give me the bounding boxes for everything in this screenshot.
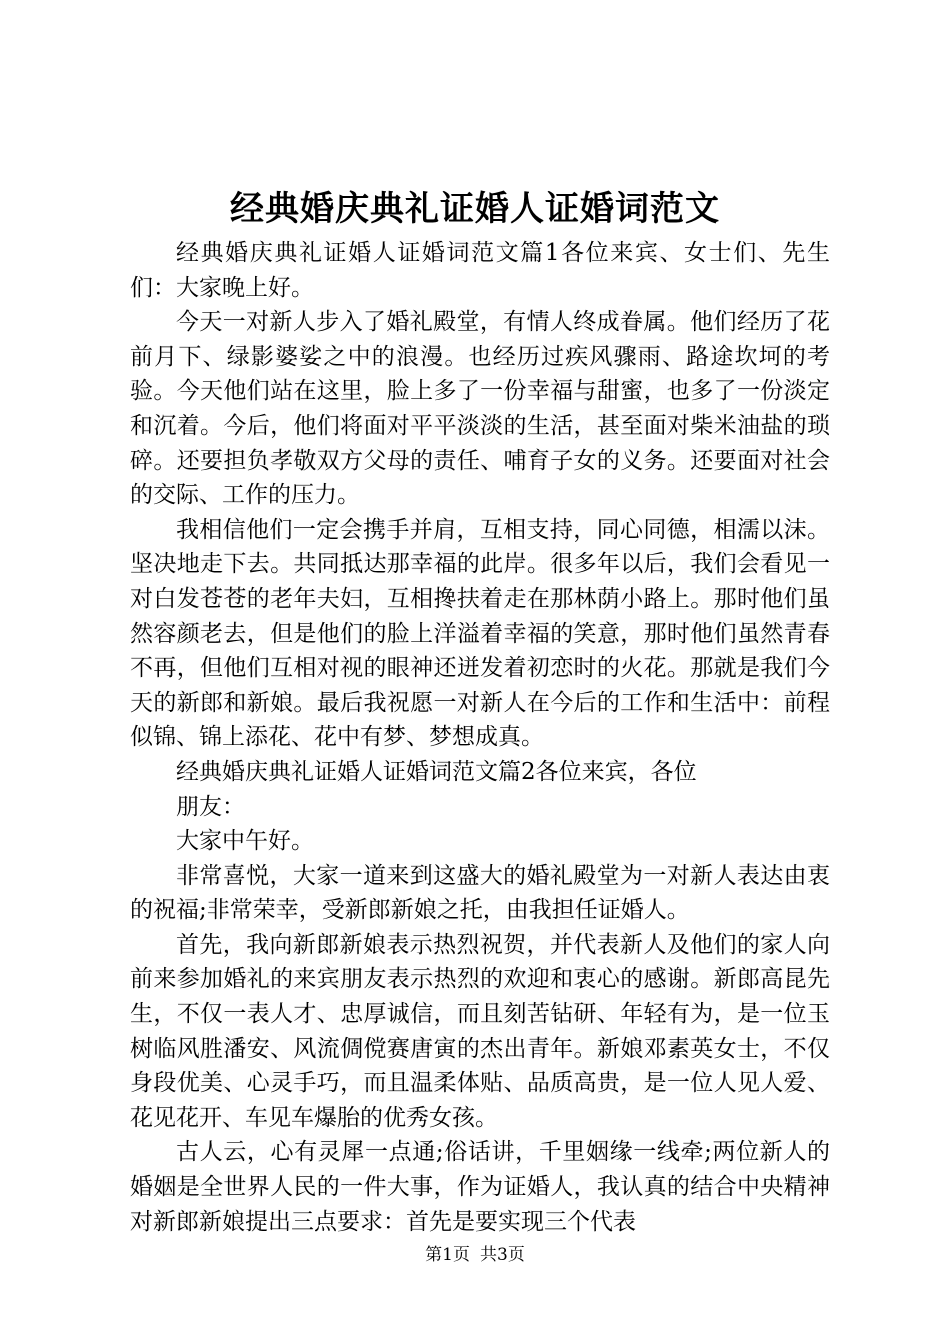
page-total: 共3页 <box>480 1245 525 1265</box>
page-footer <box>0 1244 950 1266</box>
page-number: 第1页 <box>425 1245 470 1265</box>
paragraph: 大家中午好。 <box>176 828 314 855</box>
paragraph: 经典婚庆典礼证婚人证婚词范文篇1各位来宾、女士们、先生们：大家晚上好。 <box>130 240 830 301</box>
paragraph: 首先，我向新郎新娘表示热烈祝贺，并代表新人及他们的家人向前来参加婚礼的来宾朋友表示热烈的欢迎和衷心的感谢。新郎高昆先生，不仅一表人才、忠厚诚信，而且刻苦钻研、年轻有为，是一位玉树临风胜潘安、风流倜傥赛唐寅的杰出青年。新娘邓素英女士，不仅身段优美、心灵手巧，而且温柔体贴、品质高贵，是一位人见人爱、花见花开、车见车爆胎的优秀女孩。 <box>130 931 830 1131</box>
paragraph: 今天一对新人步入了婚礼殿堂，有情人终成眷属。他们经历了花前月下、绿影婆娑之中的浪漫。也经历过疾风骤雨、路途坎坷的考验。今天他们站在这里，脸上多了一份幸福与甜蜜，也多了一份淡定和沉着。今后，他们将面对平平淡淡的生活，甚至面对柴米油盐的琐碎。还要担负孝敬双方父母的责任、哺育子女的义务。还要面对社会的交际、工作的压力。 <box>130 309 830 509</box>
paragraph: 经典婚庆典礼证婚人证婚词范文篇2各位来宾，各位 <box>176 758 697 785</box>
paragraph: 我相信他们一定会携手并肩，互相支持，同心同德，相濡以沫。坚决地走下去。共同抵达那幸福的此岸。很多年以后，我们会看见一对白发苍苍的老年夫妇，互相搀扶着走在那林荫小路上。那时他们虽然容颜老去，但是他们的脸上洋溢着幸福的笑意，那时他们虽然青春不再，但他们互相对视的眼神还迸发着初恋时的火花。那就是我们今天的新郎和新娘。最后我祝愿一对新人在今后的工作和生活中：前程似锦、锦上添花、花中有梦、梦想成真。 <box>130 516 830 751</box>
paragraph: 古人云，心有灵犀一点通;俗话讲，千里姻缘一线牵;两位新人的婚姻是全世界人民的一件大事，作为证婚人，我认真的结合中央精神对新郎新娘提出三点要求：首先是要实现三个代表 <box>130 1139 830 1235</box>
document-body <box>130 236 830 1239</box>
paragraph: 朋友： <box>176 793 245 820</box>
paragraph: 非常喜悦，大家一道来到这盛大的婚礼殿堂为一对新人表达由衷的祝福;非常荣幸，受新郎新娘之托，由我担任证婚人。 <box>130 862 830 924</box>
document-title: 经典婚庆典礼证婚人证婚词范文 <box>230 189 720 229</box>
